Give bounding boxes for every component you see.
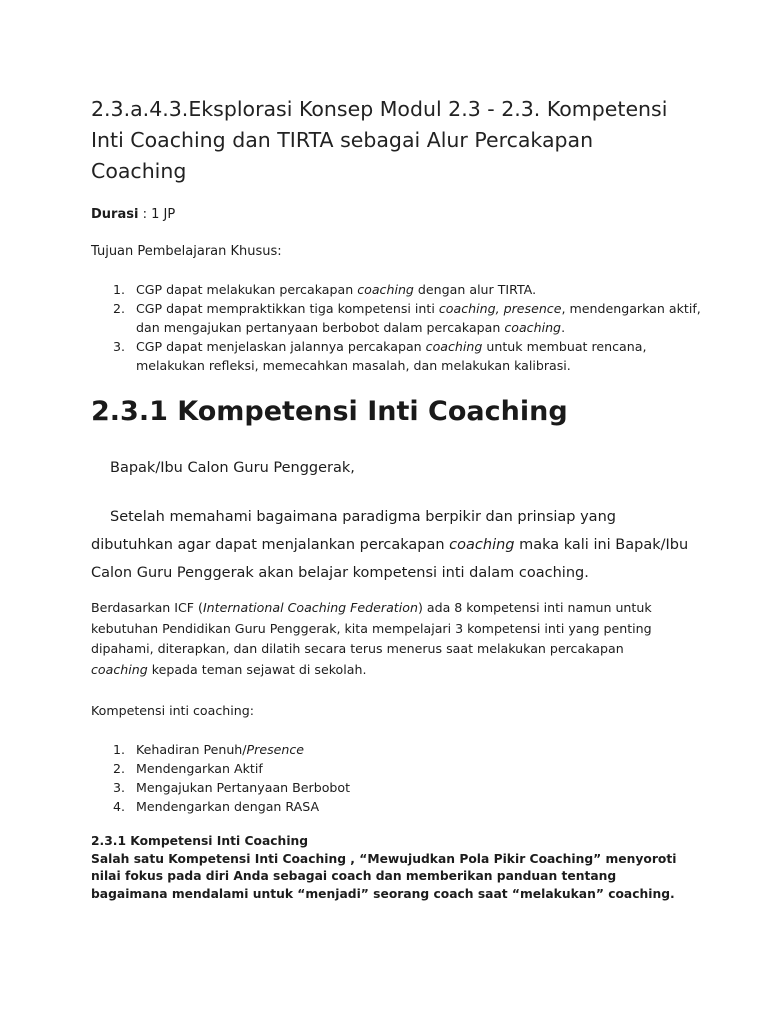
bold-section-heading: 2.3.1 Kompetensi Inti Coaching <box>91 834 309 848</box>
list-item: 4. Mendengarkan dengan RASA <box>113 799 320 814</box>
list-item: 3. CGP dapat menjelaskan jalannya percakapan coaching untuk membuat rencana, melakukan refleksi, memecahkan masalah, dan melakukan kalibrasi. <box>113 339 647 373</box>
bold-section <box>91 833 691 903</box>
list-item: 2. Mendengarkan Aktif <box>113 761 263 776</box>
intro-paragraph: Setelah memahami bagaimana paradigma berpikir dan prinsiap yang dibutuhkan agar dapat menjalankan percakapan coaching maka kali ini Bapak/Ibu Calon Guru Penggerak akan belajar kompetensi inti dalam coaching. <box>91 509 689 581</box>
competency-list <box>91 740 701 816</box>
objectives-heading: Tujuan Pembelajaran Khusus: <box>91 244 282 259</box>
page-title: 2.3.a.4.3.Eksplorasi Konsep Modul 2.3 - 2.3. Kompetensi Inti Coaching dan TIRTA sebagai Alur Percakapan Coaching <box>91 97 668 183</box>
list-item: 2. CGP dapat mempraktikkan tiga kompetensi inti coaching, presence, mendengarkan aktif, dan mengajukan pertanyaan berbobot dalam percakapan coaching. <box>113 301 701 335</box>
duration-line <box>91 207 175 222</box>
greeting: Bapak/Ibu Calon Guru Penggerak, <box>110 460 355 476</box>
icf-paragraph: Berdasarkan ICF (International Coaching Federation) ada 8 kompetensi inti namun untuk kebutuhan Pendidikan Guru Penggerak, kita mempelajari 3 kompetensi inti yang penting dipahami, diterapkan, dan dilatih secara terus menerus saat melakukan percakapan coaching kepada teman sejawat di sekolah. <box>91 600 652 677</box>
list-item: 1. CGP dapat melakukan percakapan coaching dengan alur TIRTA. <box>113 282 537 297</box>
duration-value: : 1 JP <box>138 207 176 222</box>
section-heading: 2.3.1 Kompetensi Inti Coaching <box>91 396 568 427</box>
bold-section-text: Salah satu Kompetensi Inti Coaching , “Mewujudkan Pola Pikir Coaching” menyoroti nilai fokus pada diri Anda sebagai coach dan memberikan panduan tentang bagaimana mendalami untuk “menjadi” seorang coach saat “melakukan” coaching. <box>91 851 677 901</box>
list-item: 3. Mengajukan Pertanyaan Berbobot <box>113 780 351 795</box>
objectives-list <box>91 280 701 375</box>
competency-heading: Kompetensi inti coaching: <box>91 703 254 718</box>
duration-label: Durasi <box>91 207 139 222</box>
list-item: 1. Kehadiran Penuh/Presence <box>113 742 305 757</box>
